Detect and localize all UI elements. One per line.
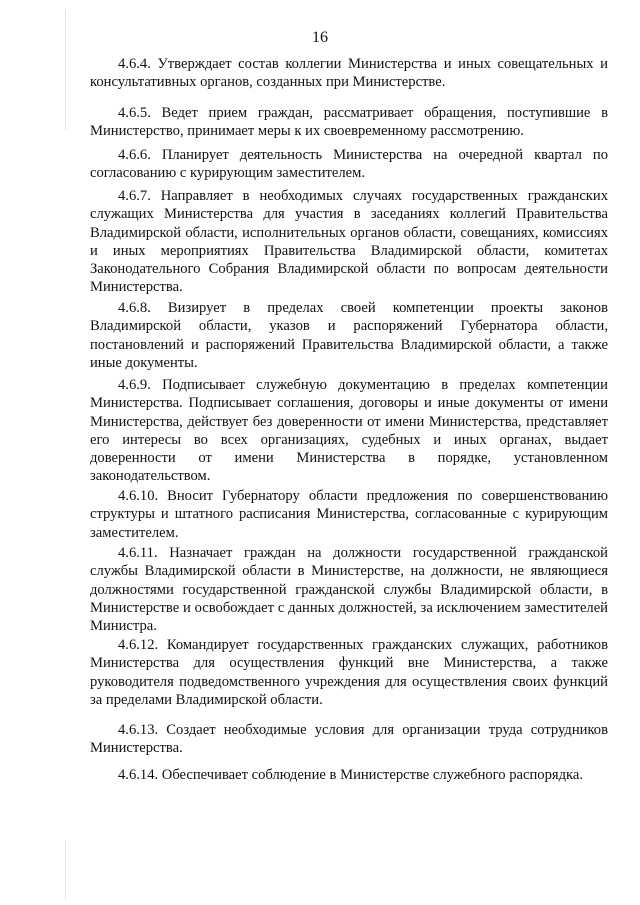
scan-edge-mark — [65, 840, 66, 900]
paragraph-4-6-7: 4.6.7. Направляет в необходимых случаях государственных гражданских служащих Министерства для участия в заседаниях коллегий Правительства Владимирской области, исполнительных органов области, совещаниях, комиссиях и иных мероприятиях Правительства Владимирской области, комитетах Законодательного Собрания Владимирской области по вопросам деятельности Министерства. — [90, 188, 608, 296]
paragraph-4-6-13: 4.6.13. Создает необходимые условия для организации труда сотрудников Министерства. — [90, 722, 608, 757]
paragraph-4-6-8: 4.6.8. Визирует в пределах своей компетенции проекты законов Владимирской области, указов и распоряжений Губернатора области, постановлений и распоряжений Правительства Владимирской области, а также иные документы. — [90, 300, 608, 371]
page-number: 16 — [312, 29, 328, 46]
paragraph-4-6-11: 4.6.11. Назначает граждан на должности государственной гражданской службы Владимирской области в Министерстве, на должности, не являющиеся должностями государственной гражданской службы Владимирской области, в Министерстве и освобождает с данных должностей, за исключением заместителей Министра. — [90, 545, 608, 635]
paragraph-4-6-9: 4.6.9. Подписывает служебную документацию в пределах компетенции Министерства. Подписывает соглашения, договоры и иные документы от имени Министерства, действует без доверенности от имени Министерства, представляет его интересы во всех организациях, судебных и иных органах, выдает доверенности от имени Министерства в порядке, установленном законодательством. — [90, 377, 608, 485]
scan-edge-mark — [65, 10, 66, 130]
paragraph-4-6-5: 4.6.5. Ведет прием граждан, рассматривает обращения, поступившие в Министерство, принимает меры к их своевременному рассмотрению. — [90, 105, 608, 140]
paragraph-4-6-14: 4.6.14. Обеспечивает соблюдение в Министерстве служебного распорядка. — [118, 767, 584, 783]
paragraph-4-6-10: 4.6.10. Вносит Губернатору области предложения по совершенствованию структуры и штатного расписания Министерства, согласованные с курирующим заместителем. — [90, 488, 608, 541]
paragraph-4-6-4: 4.6.4. Утверждает состав коллегии Министерства и иных совещательных и консультативных органов, созданных при Министерстве. — [90, 56, 608, 91]
paragraph-4-6-12: 4.6.12. Командирует государственных гражданских служащих, работников Министерства для осуществления функций вне Министерства, а также руководителя подведомственного учреждения для осуществления своих функций за пределами Владимирской области. — [90, 637, 608, 708]
paragraph-4-6-6: 4.6.6. Планирует деятельность Министерства на очередной квартал по согласованию с курирующим заместителем. — [90, 147, 608, 182]
